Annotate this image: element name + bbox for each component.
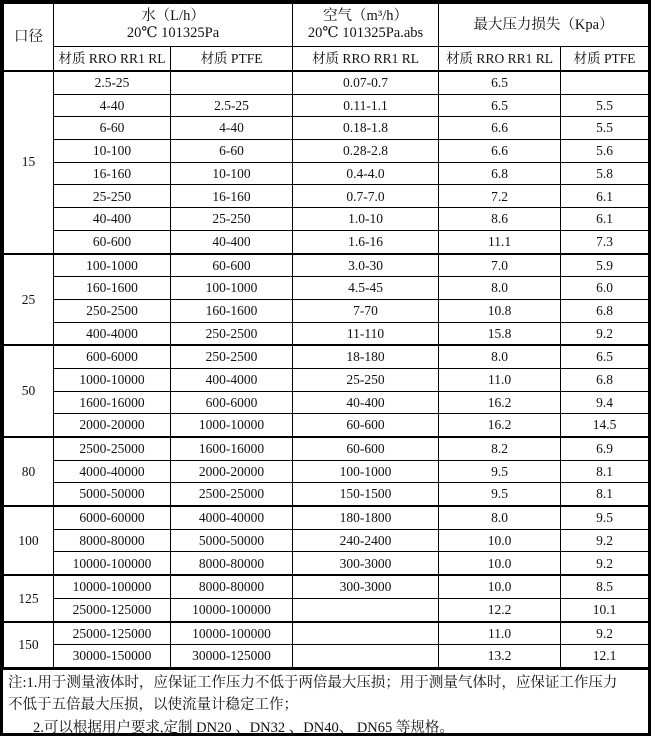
spec-table-body xyxy=(4,71,649,667)
table-cell: 0.7-7.0 xyxy=(293,185,439,208)
table-cell: 14.5 xyxy=(561,414,649,437)
table-row xyxy=(4,277,649,300)
table-cell: 300-3000 xyxy=(293,575,439,598)
table-cell: 6.6 xyxy=(439,117,561,140)
table-cell: 5.8 xyxy=(561,162,649,185)
table-cell: 1600-16000 xyxy=(171,437,293,460)
table-row xyxy=(4,552,649,575)
table-cell: 9.5 xyxy=(561,506,649,529)
table-row xyxy=(4,368,649,391)
table-cell: 9.2 xyxy=(561,322,649,345)
pressure-loss-column-header: 最大压力损失（Kpa） xyxy=(439,4,649,47)
flow-spec-table xyxy=(3,3,649,668)
table-cell: 5000-50000 xyxy=(171,529,293,552)
table-cell: 2000-20000 xyxy=(171,460,293,483)
table-cell: 5.5 xyxy=(561,94,649,117)
table-cell: 7.3 xyxy=(561,230,649,253)
table-cell: 60-600 xyxy=(293,437,439,460)
table-cell: 10.0 xyxy=(439,529,561,552)
table-cell: 16-160 xyxy=(171,185,293,208)
water-condition: 20℃ 101325Pa xyxy=(126,25,220,41)
table-row xyxy=(4,506,649,529)
table-row xyxy=(4,575,649,598)
table-cell: 9.2 xyxy=(561,622,649,645)
table-cell: 2.5-25 xyxy=(171,94,293,117)
table-cell: 250-2500 xyxy=(54,299,171,322)
table-cell: 1.6-16 xyxy=(293,230,439,253)
table-cell: 11.1 xyxy=(439,230,561,253)
table-cell: 6.5 xyxy=(439,71,561,94)
table-cell: 1600-16000 xyxy=(54,391,171,414)
table-row xyxy=(4,162,649,185)
table-cell: 8000-80000 xyxy=(171,575,293,598)
table-cell: 4-40 xyxy=(54,94,171,117)
table-cell: 0.4-4.0 xyxy=(293,162,439,185)
table-cell: 6.6 xyxy=(439,140,561,163)
table-cell: 30000-125000 xyxy=(171,645,293,668)
table-cell: 8.5 xyxy=(561,575,649,598)
table-cell: 10000-100000 xyxy=(54,552,171,575)
table-cell: 7.0 xyxy=(439,254,561,277)
table-cell: 600-6000 xyxy=(54,345,171,368)
water-column-header xyxy=(54,4,293,47)
table-cell: 100-1000 xyxy=(54,254,171,277)
header-row-main xyxy=(4,4,649,47)
table-cell: 400-4000 xyxy=(171,368,293,391)
table-cell: 11.0 xyxy=(439,368,561,391)
table-row xyxy=(4,94,649,117)
table-cell: 3.0-30 xyxy=(293,254,439,277)
table-cell: 1000-10000 xyxy=(171,414,293,437)
table-cell: 10.8 xyxy=(439,299,561,322)
table-cell: 60-600 xyxy=(54,230,171,253)
table-cell: 7.2 xyxy=(439,185,561,208)
table-row xyxy=(4,254,649,277)
table-cell: 160-1600 xyxy=(171,299,293,322)
table-cell: 5.9 xyxy=(561,254,649,277)
air-material-rro-header: 材质 RRO RR1 RL xyxy=(293,47,439,72)
table-cell: 25000-125000 xyxy=(54,622,171,645)
diameter-cell: 15 xyxy=(4,71,54,254)
table-row xyxy=(4,208,649,231)
diameter-cell: 150 xyxy=(4,622,54,668)
table-cell: 6.0 xyxy=(561,277,649,300)
diameter-column-header: 口径 xyxy=(4,4,54,72)
table-cell: 18-180 xyxy=(293,345,439,368)
table-cell: 5.5 xyxy=(561,117,649,140)
table-cell: 12.2 xyxy=(439,598,561,621)
table-cell: 10.0 xyxy=(439,552,561,575)
table-cell: 16.2 xyxy=(439,414,561,437)
table-cell: 8.1 xyxy=(561,483,649,506)
diameter-cell: 125 xyxy=(4,575,54,621)
table-cell: 0.28-2.8 xyxy=(293,140,439,163)
table-row xyxy=(4,598,649,621)
table-row xyxy=(4,391,649,414)
table-cell: 60-600 xyxy=(293,414,439,437)
table-row xyxy=(4,322,649,345)
table-cell: 10000-100000 xyxy=(54,575,171,598)
table-row xyxy=(4,71,649,94)
table-cell xyxy=(293,598,439,621)
table-cell: 0.18-1.8 xyxy=(293,117,439,140)
table-cell: 2500-25000 xyxy=(54,437,171,460)
table-cell: 25-250 xyxy=(293,368,439,391)
table-cell: 160-1600 xyxy=(54,277,171,300)
table-cell: 16-160 xyxy=(54,162,171,185)
table-cell: 8.1 xyxy=(561,460,649,483)
water-material-ptfe-header: 材质 PTFE xyxy=(171,47,293,72)
table-cell: 8000-80000 xyxy=(54,529,171,552)
table-cell: 2.5-25 xyxy=(54,71,171,94)
table-cell: 6.9 xyxy=(561,437,649,460)
table-cell: 1000-10000 xyxy=(54,368,171,391)
table-cell: 4000-40000 xyxy=(54,460,171,483)
note-line-1: 注:1.用于测量液体时，应保证工作压力不低于两倍最大压损；用于测量气体时，应保证工作压力 xyxy=(8,674,618,691)
table-row xyxy=(4,185,649,208)
table-cell: 250-2500 xyxy=(171,345,293,368)
table-cell: 5.6 xyxy=(561,140,649,163)
table-cell: 8.6 xyxy=(439,208,561,231)
note-line-3: 2.可以根据用户要求,定制 DN20 、DN32 、DN40、 DN65 等规格。 xyxy=(33,719,454,736)
table-row xyxy=(4,140,649,163)
table-cell: 25-250 xyxy=(171,208,293,231)
table-cell: 8.0 xyxy=(439,345,561,368)
table-cell: 25-250 xyxy=(54,185,171,208)
note-line-2: 不低于五倍最大压损，以使流量计稳定工作； xyxy=(8,697,298,714)
table-cell: 4000-40000 xyxy=(171,506,293,529)
table-cell: 40-400 xyxy=(293,391,439,414)
table-cell: 6.5 xyxy=(561,345,649,368)
table-cell: 9.5 xyxy=(439,483,561,506)
table-cell: 30000-150000 xyxy=(54,645,171,668)
table-cell: 25000-125000 xyxy=(54,598,171,621)
diameter-cell: 50 xyxy=(4,345,54,437)
table-cell: 6-60 xyxy=(171,140,293,163)
table-cell: 10-100 xyxy=(54,140,171,163)
diameter-cell: 100 xyxy=(4,506,54,575)
water-title: 水（L/h） xyxy=(141,8,205,25)
table-row xyxy=(4,622,649,645)
table-cell: 10-100 xyxy=(171,162,293,185)
table-cell: 11-110 xyxy=(293,322,439,345)
table-cell: 10.1 xyxy=(561,598,649,621)
table-cell: 5000-50000 xyxy=(54,483,171,506)
table-cell: 10000-100000 xyxy=(171,598,293,621)
table-cell xyxy=(293,645,439,668)
table-cell: 8.2 xyxy=(439,437,561,460)
table-cell: 40-400 xyxy=(54,208,171,231)
table-cell: 0.11-1.1 xyxy=(293,94,439,117)
table-cell: 180-1800 xyxy=(293,506,439,529)
table-cell: 6000-60000 xyxy=(54,506,171,529)
table-cell: 6.8 xyxy=(561,368,649,391)
table-cell: 10.0 xyxy=(439,575,561,598)
table-cell: 600-6000 xyxy=(171,391,293,414)
table-row xyxy=(4,460,649,483)
water-material-rro-header: 材质 RRO RR1 RL xyxy=(54,47,171,72)
table-row xyxy=(4,117,649,140)
table-cell: 9.5 xyxy=(439,460,561,483)
table-cell: 9.2 xyxy=(561,529,649,552)
table-cell: 4-40 xyxy=(171,117,293,140)
table-cell: 240-2400 xyxy=(293,529,439,552)
table-cell: 13.2 xyxy=(439,645,561,668)
table-row xyxy=(4,414,649,437)
table-row xyxy=(4,645,649,668)
table-cell: 150-1500 xyxy=(293,483,439,506)
table-cell: 40-400 xyxy=(171,230,293,253)
table-cell: 2000-20000 xyxy=(54,414,171,437)
table-cell: 16.2 xyxy=(439,391,561,414)
table-cell: 8.0 xyxy=(439,506,561,529)
table-cell: 6.8 xyxy=(439,162,561,185)
table-cell: 10000-100000 xyxy=(171,622,293,645)
table-cell: 6.5 xyxy=(439,94,561,117)
table-row xyxy=(4,529,649,552)
table-cell: 300-3000 xyxy=(293,552,439,575)
pressure-material-rro-header: 材质 RRO RR1 RL xyxy=(439,47,561,72)
header-row-materials xyxy=(4,47,649,72)
table-cell: 4.5-45 xyxy=(293,277,439,300)
table-cell: 400-4000 xyxy=(54,322,171,345)
table-cell: 15.8 xyxy=(439,322,561,345)
table-cell: 9.4 xyxy=(561,391,649,414)
table-cell: 100-1000 xyxy=(171,277,293,300)
table-cell: 7-70 xyxy=(293,299,439,322)
table-cell: 6.1 xyxy=(561,208,649,231)
air-condition: 20℃ 101325Pa.abs xyxy=(307,25,424,41)
pressure-material-ptfe-header: 材质 PTFE xyxy=(561,47,649,72)
table-row xyxy=(4,437,649,460)
table-cell: 8.0 xyxy=(439,277,561,300)
diameter-cell: 25 xyxy=(4,254,54,346)
table-cell: 9.2 xyxy=(561,552,649,575)
air-title: 空气（m³/h） xyxy=(323,8,408,25)
table-cell xyxy=(293,622,439,645)
table-cell: 100-1000 xyxy=(293,460,439,483)
table-row xyxy=(4,299,649,322)
table-cell: 12.1 xyxy=(561,645,649,668)
notes xyxy=(3,668,648,741)
table-cell: 0.07-0.7 xyxy=(293,71,439,94)
diameter-cell: 80 xyxy=(4,437,54,506)
table-cell: 2500-25000 xyxy=(171,483,293,506)
table-row xyxy=(4,483,649,506)
table-cell: 6.1 xyxy=(561,185,649,208)
table-cell: 8000-80000 xyxy=(171,552,293,575)
table-row xyxy=(4,230,649,253)
table-cell xyxy=(561,71,649,94)
table-cell xyxy=(171,71,293,94)
table-cell: 6-60 xyxy=(54,117,171,140)
table-cell: 250-2500 xyxy=(171,322,293,345)
table-cell: 6.8 xyxy=(561,299,649,322)
table-cell: 60-600 xyxy=(171,254,293,277)
table-cell: 1.0-10 xyxy=(293,208,439,231)
table-row xyxy=(4,345,649,368)
table-cell: 11.0 xyxy=(439,622,561,645)
air-column-header xyxy=(293,4,439,47)
